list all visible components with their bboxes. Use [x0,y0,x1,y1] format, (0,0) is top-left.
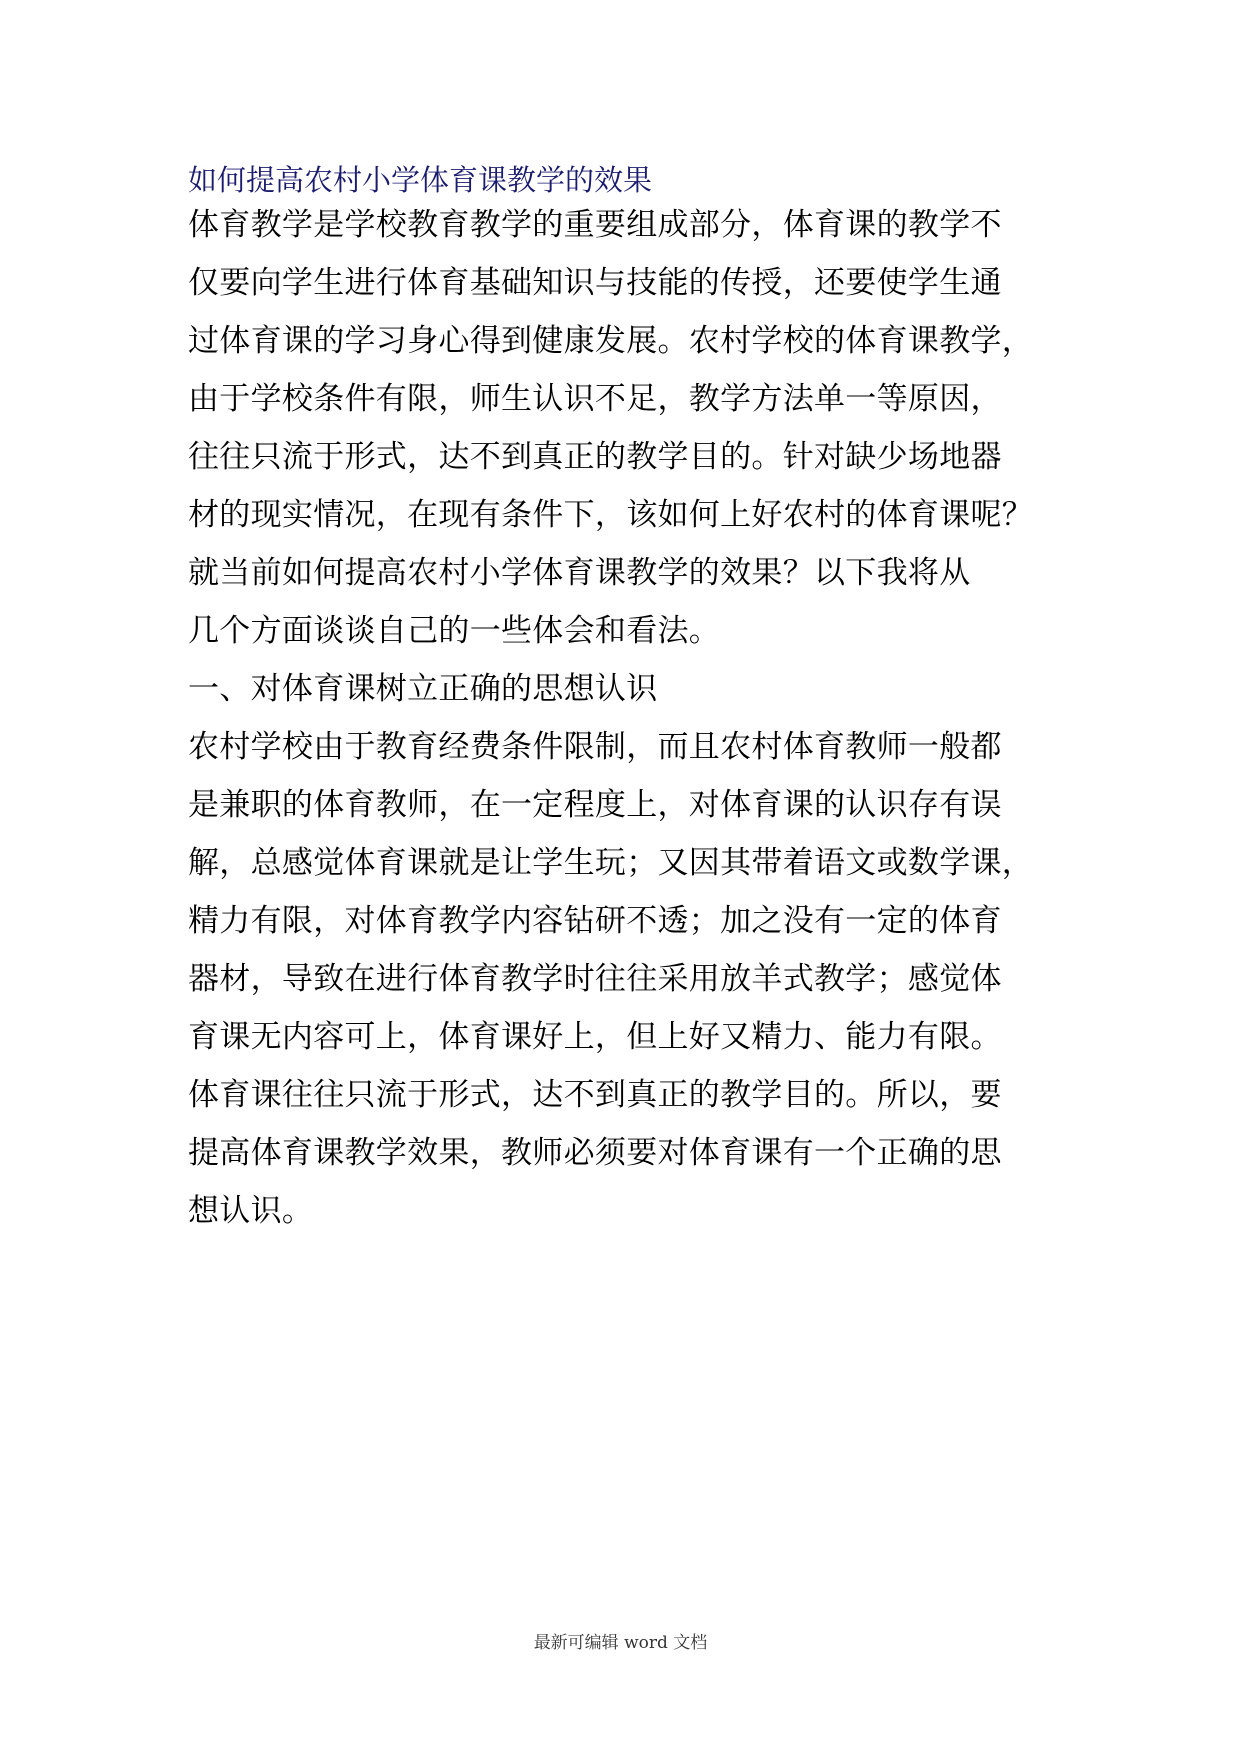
body-line-10: 农村学校由于教育经费条件限制，而且农村体育教师一般都 [188,729,1002,765]
body-line-6: 材的现实情况，在现有条件下，该如何上好农村的体育课呢？ [188,497,1034,533]
body-line-13: 精力有限，对体育教学内容钻研不透；加之没有一定的体育 [188,903,1002,939]
body-line-16: 体育课往往只流于形式，达不到真正的教学目的。所以，要 [188,1077,1002,1113]
section-heading: 一、对体育课树立正确的思想认识 [188,671,658,707]
document-title: 如何提高农村小学体育课教学的效果 [188,163,653,197]
body-line-2: 仅要向学生进行体育基础知识与技能的传授，还要使学生通 [188,265,1002,301]
body-line-18: 想认识。 [188,1193,314,1229]
body-line-17: 提高体育课教学效果，教师必须要对体育课有一个正确的思 [188,1135,1002,1171]
body-line-5: 往往只流于形式，达不到真正的教学目的。针对缺少场地器 [188,439,1002,475]
body-line-8: 几个方面谈谈自己的一些体会和看法。 [188,613,721,649]
body-line-15: 育课无内容可上，体育课好上，但上好又精力、能力有限。 [188,1019,1002,1055]
body-line-11: 是兼职的体育教师，在一定程度上，对体育课的认识存有误 [188,787,1002,823]
body-line-7: 就当前如何提高农村小学体育课教学的效果？以下我将从 [188,555,971,591]
body-line-4: 由于学校条件有限，师生认识不足，教学方法单一等原因， [188,381,1002,417]
body-line-3: 过体育课的学习身心得到健康发展。农村学校的体育课教学， [188,323,1034,359]
body-line-14: 器材，导致在进行体育教学时往往采用放羊式教学；感觉体 [188,961,1002,997]
page-footer: 最新可编辑 word 文档 [533,1633,708,1653]
body-line-1: 体育教学是学校教育教学的重要组成部分，体育课的教学不 [188,207,1002,243]
body-line-12: 解，总感觉体育课就是让学生玩；又因其带着语文或数学课， [188,845,1034,881]
